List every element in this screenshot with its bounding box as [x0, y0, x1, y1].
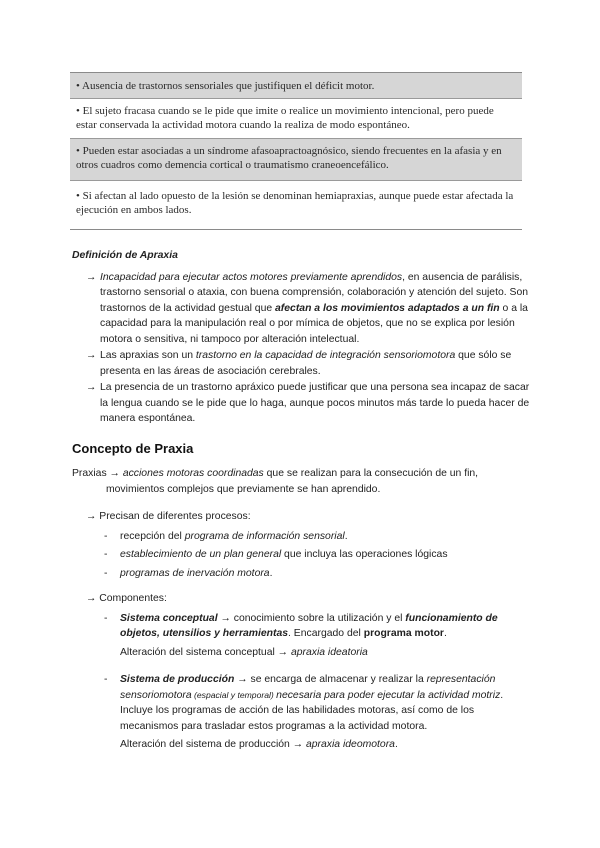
componentes-label: → Componentes:: [86, 593, 167, 604]
emphasis-text: Sistema conceptual: [120, 612, 218, 624]
procesos-list: [72, 529, 532, 582]
body-text: .: [443, 628, 447, 639]
body-text: .: [394, 739, 398, 750]
alteracion-note: [72, 645, 532, 661]
body-text: .: [269, 567, 273, 579]
definicion-heading: Definición de Apraxia: [72, 250, 178, 261]
body-text: movimientos complejos que previamente se han aprendido.: [106, 483, 381, 495]
componentes-list: [72, 672, 532, 734]
emphasis-text: funcionamiento de objetos, utensilios y herramientas: [120, 612, 498, 639]
table-row-text: • Pueden estar asociadas a un síndrome afasoapractoagnósico, siendo frecuentes en la afasia y en otros cuadros como demencia cortical o traumatismo craneoencefálico.: [76, 145, 502, 171]
procesos-label: → Precisan de diferentes procesos:: [86, 511, 251, 522]
table-row: [70, 73, 522, 99]
body-text: . Encargado del: [288, 628, 364, 639]
table-row-text: • El sujeto fracasa cuando se le pide que imite o realice un movimiento intencional, pero puede estar conservada la actividad motora cuando la realiza de modo espontáneo.: [76, 105, 494, 131]
body-text: que sólo se presenta en las áreas de asociación cerebrales.: [100, 350, 512, 377]
arrow-icon: →: [86, 382, 97, 393]
dash-icon: -: [104, 567, 108, 579]
list-item: [72, 566, 532, 582]
body-text: recepción del: [120, 530, 185, 542]
praxias-definition: [72, 466, 532, 497]
emphasis-text: apraxia ideatoria: [290, 646, 368, 658]
dash-icon: -: [104, 674, 108, 685]
body-text: , en ausencia de parálisis, trastorno sensorial o ataxia, con buena comprensión, colaboración y atención del sujeto. Son trastornos de la actividad gestual que: [100, 271, 529, 314]
emphasis-text: (espacial y temporal): [191, 689, 277, 700]
body-text: que incluya las operaciones lógicas: [281, 549, 448, 560]
emphasis-text: trastorno en la capacidad de integración sensoriomotora: [195, 350, 456, 361]
componentes-list: [72, 611, 532, 642]
body-text: → se encarga de almacenar y realizar la: [234, 674, 427, 685]
emphasis-text: establecimiento de un plan general: [120, 549, 282, 560]
emphasis-text: representación sensoriomotora: [120, 674, 496, 701]
list-item: [72, 672, 532, 734]
emphasis-text: programa de información sensorial: [184, 530, 345, 542]
emphasis-text: Incapacidad para ejecutar actos motores previamente aprendidos: [100, 271, 403, 283]
emphasis-text: necesaria para poder ejecutar la actividad motriz: [276, 689, 501, 701]
dash-icon: -: [104, 549, 108, 560]
body-text: o a la capacidad para la manipulación real o por mímica de objetos, que no se explica por lesión motora o sensitiva, ni tampoco por alteración intelectual.: [100, 302, 528, 345]
table-row-text: • Si afectan al lado opuesto de la lesión se denominan hemiapraxias, aunque puede estar afectada la ejecución en ambos lados.: [76, 190, 514, 216]
list-item: [72, 547, 532, 563]
definicion-item: [72, 270, 532, 348]
dash-icon: -: [104, 530, 108, 542]
document-body: [72, 248, 532, 765]
definicion-item: [72, 348, 532, 379]
emphasis-text: Sistema de producción: [120, 674, 235, 685]
list-item: [72, 529, 532, 545]
body-text: La presencia de un trastorno apráxico puede justificar que una persona sea incapaz de sacar la lengua cuando se le pide que lo haga, aunque pocos minutos más tarde lo pueda hacer de manera espontánea.: [100, 382, 530, 424]
arrow-icon: →: [109, 468, 120, 479]
arrow-icon: →: [86, 271, 97, 283]
emphasis-text: afectan a los movimientos adaptados a un fin: [275, 302, 500, 314]
emphasis-text: acciones motoras coordinadas: [119, 468, 264, 479]
body-text: Las apraxias son un: [100, 350, 196, 361]
body-text: Alteración del sistema conceptual →: [120, 646, 291, 658]
dash-icon: -: [104, 612, 108, 624]
body-text: Praxias: [72, 468, 110, 479]
body-text: .: [344, 530, 348, 542]
emphasis-text: apraxia ideomotora: [305, 739, 395, 750]
definicion-item: [72, 380, 532, 427]
table-row-text: • Ausencia de trastornos sensoriales que justifiquen el déficit motor.: [76, 80, 375, 92]
bold-text: programa motor: [363, 628, 444, 639]
table-row: [70, 181, 522, 227]
body-text: que se realizan para la consecución de un fin,: [263, 468, 479, 479]
section-title: Concepto de Praxia: [72, 440, 194, 456]
scanned-table-image: [70, 72, 522, 230]
table-row: [70, 99, 522, 139]
emphasis-text: programas de inervación motora: [120, 567, 270, 579]
body-text: → conocimiento sobre la utilización y el: [217, 612, 406, 624]
list-item: [72, 611, 532, 642]
table-row: [70, 139, 522, 181]
alteracion-note: [72, 737, 532, 753]
body-text: Alteración del sistema de producción →: [120, 739, 306, 750]
body-text: . Incluye los programas de acción de las habilidades motoras, así como de los mecanismos para trasladar estos programas a la actividad motora.: [120, 689, 504, 732]
arrow-icon: →: [86, 350, 97, 361]
